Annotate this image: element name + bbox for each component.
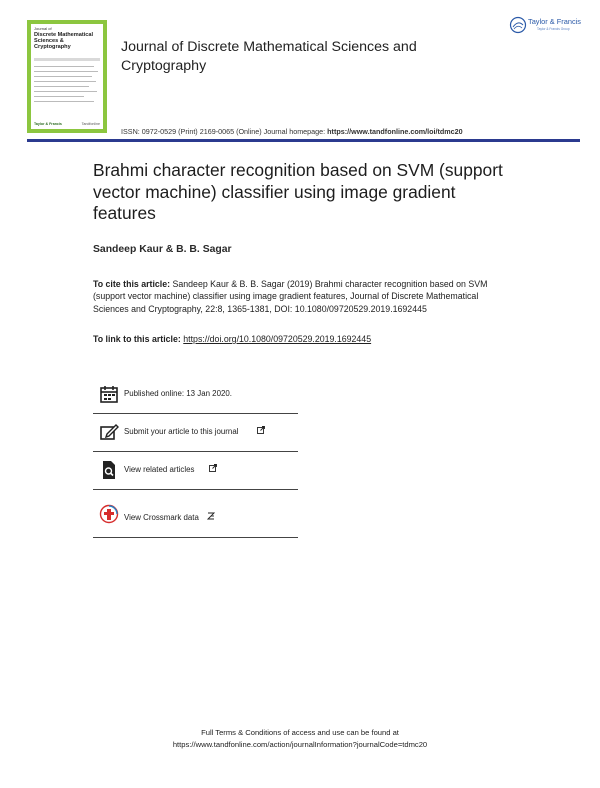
- cover-line: [34, 76, 92, 77]
- cover-line: [34, 101, 94, 102]
- footer-terms-link[interactable]: https://www.tandfonline.com/action/journalInformation?journalCode=tdmc20: [172, 739, 428, 749]
- cover-line: [34, 66, 94, 67]
- crossmark-link[interactable]: View Crossmark data: [124, 513, 199, 522]
- submit-article-row[interactable]: [93, 414, 298, 452]
- cover-top-label: Journal of: [34, 26, 52, 31]
- article-authors: Sandeep Kaur & B. B. Sagar: [93, 244, 232, 255]
- citation-label: To cite this article:: [93, 279, 173, 289]
- citation-text: Sandeep Kaur & B. B. Sagar (2019) Brahmi character recognition based on SVM (support vector machine) classifier using image gradient features, Journal of Discrete Mathematical Sciences and Cryptography, 22:8, 1365-1381, DOI: 10.1080/09720529.2019.1692445: [93, 279, 488, 314]
- cover-line: [34, 86, 89, 87]
- cover-line: [34, 91, 97, 92]
- journal-homepage-link[interactable]: https://www.tandfonline.com/loi/tdmc20: [327, 127, 463, 136]
- publisher-subname: Taylor & Francis Group: [537, 27, 570, 31]
- row-divider: [93, 537, 298, 538]
- external-link-icon: [257, 426, 265, 434]
- cover-band: [34, 58, 100, 61]
- footer: [0, 727, 600, 750]
- journal-title: Journal of Discrete Mathematical Sciences and Cryptography: [121, 39, 417, 74]
- article-link-block: [93, 333, 513, 345]
- published-online-text: Published online: 13 Jan 2020.: [124, 389, 232, 398]
- article-link-label: To link to this article:: [93, 334, 184, 344]
- external-link-icon: [209, 464, 217, 472]
- issn-line: [121, 127, 463, 136]
- publisher-name: Taylor & Francis: [528, 17, 581, 26]
- cover-line: [34, 96, 84, 97]
- cover-publisher-mark: Taylor & Francis: [34, 122, 62, 126]
- header-divider: [27, 139, 580, 142]
- edit-icon: [99, 422, 119, 442]
- cover-line: [34, 81, 96, 82]
- citation-block: [93, 278, 503, 315]
- published-online-row: [93, 376, 298, 414]
- document-search-icon: [99, 460, 119, 480]
- related-articles-link[interactable]: View related articles: [124, 465, 195, 474]
- related-articles-row[interactable]: [93, 452, 298, 490]
- crossmark-data-icon: [207, 512, 215, 520]
- issn-text: ISSN: 0972-0529 (Print) 2169-0065 (Online) Journal homepage:: [121, 127, 328, 136]
- publisher-logo-icon: [509, 16, 527, 34]
- crossmark-icon: [99, 504, 119, 524]
- footer-terms-text: Full Terms & Conditions of access and use can be found at: [201, 728, 399, 737]
- submit-article-link[interactable]: Submit your article to this journal: [124, 427, 239, 436]
- crossmark-row[interactable]: [93, 500, 298, 538]
- journal-cover-thumbnail[interactable]: [27, 20, 107, 133]
- cover-logo-mark: Tandfonline: [81, 122, 100, 126]
- cover-title: Discrete Mathematical Sciences & Cryptography: [34, 32, 94, 51]
- cover-line: [34, 71, 98, 72]
- row-divider: [93, 489, 298, 490]
- article-title: Brahmi character recognition based on SVM (support vector machine) classifier using image gradient features: [93, 160, 503, 223]
- calendar-icon: [99, 384, 119, 404]
- publisher-logo[interactable]: [509, 16, 583, 36]
- article-doi-link[interactable]: https://doi.org/10.1080/09720529.2019.1692445: [183, 334, 372, 344]
